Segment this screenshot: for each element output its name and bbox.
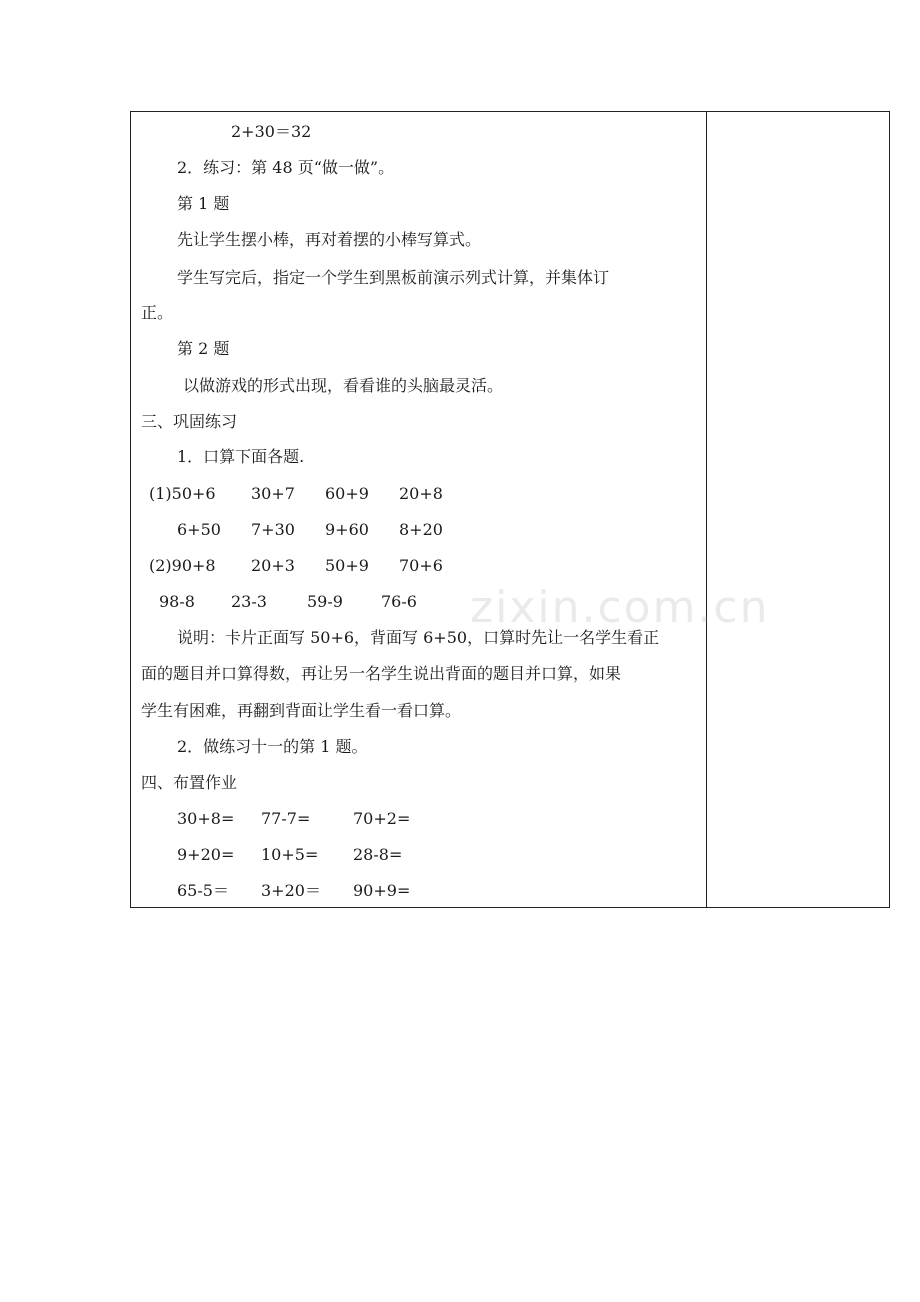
equation-line: 2+30＝32 — [231, 122, 312, 141]
paragraph-line: 说明：卡片正面写 50+6，背面写 6+50，口算时先让一名学生看正 — [177, 628, 660, 647]
math-item: 23-3 — [231, 592, 267, 611]
practice-heading: 2．练习：第 48 页“做一做”。 — [177, 158, 395, 177]
math-item: 3+20＝ — [261, 881, 321, 900]
paragraph-line: 正。 — [141, 303, 174, 322]
math-item: 30+8= — [177, 809, 235, 828]
paragraph-line: 学生有困难，再翻到背面让学生看一看口算。 — [141, 701, 462, 720]
math-item: 65-5＝ — [177, 881, 229, 900]
math-item: 30+7 — [251, 484, 295, 503]
notes-cell — [707, 112, 889, 907]
paragraph-line: 面的题目并口算得数，再让另一名学生说出背面的题目并口算，如果 — [141, 664, 622, 683]
section-heading: 三、巩固练习 — [141, 412, 238, 431]
math-item: 9+20= — [177, 845, 235, 864]
math-item: 76-6 — [381, 592, 417, 611]
math-item: (2)90+8 — [149, 556, 216, 575]
math-item: 7+30 — [251, 520, 295, 539]
paragraph-line: 以做游戏的形式出现，看看谁的头脑最灵活。 — [183, 376, 504, 395]
exercise-heading: 1．口算下面各题. — [177, 447, 305, 466]
paragraph-line: 先让学生摆小棒，再对着摆的小棒写算式。 — [177, 230, 482, 249]
question-2-label: 第 2 题 — [177, 339, 230, 358]
math-item: 20+3 — [251, 556, 295, 575]
math-item: 6+50 — [177, 520, 221, 539]
math-item: 50+9 — [325, 556, 369, 575]
section-heading: 四、布置作业 — [141, 773, 238, 792]
math-item: 70+6 — [399, 556, 443, 575]
math-item: 60+9 — [325, 484, 369, 503]
math-item: 8+20 — [399, 520, 443, 539]
math-item: 98-8 — [159, 592, 195, 611]
math-item: 28-8= — [353, 845, 403, 864]
math-item: 10+5= — [261, 845, 319, 864]
math-item: 70+2= — [353, 809, 411, 828]
question-1-label: 第 1 题 — [177, 194, 230, 213]
paragraph-line: 学生写完后，指定一个学生到黑板前演示列式计算，并集体订 — [177, 268, 610, 287]
math-item: 59-9 — [307, 592, 343, 611]
lesson-table — [130, 111, 890, 908]
math-item: 77-7= — [261, 809, 311, 828]
math-item: 9+60 — [325, 520, 369, 539]
math-item: 90+9= — [353, 881, 411, 900]
exercise-heading: 2．做练习十一的第 1 题。 — [177, 737, 368, 756]
watermark: zixin.com.cn — [470, 582, 770, 633]
math-item: (1)50+6 — [149, 484, 216, 503]
math-item: 20+8 — [399, 484, 443, 503]
